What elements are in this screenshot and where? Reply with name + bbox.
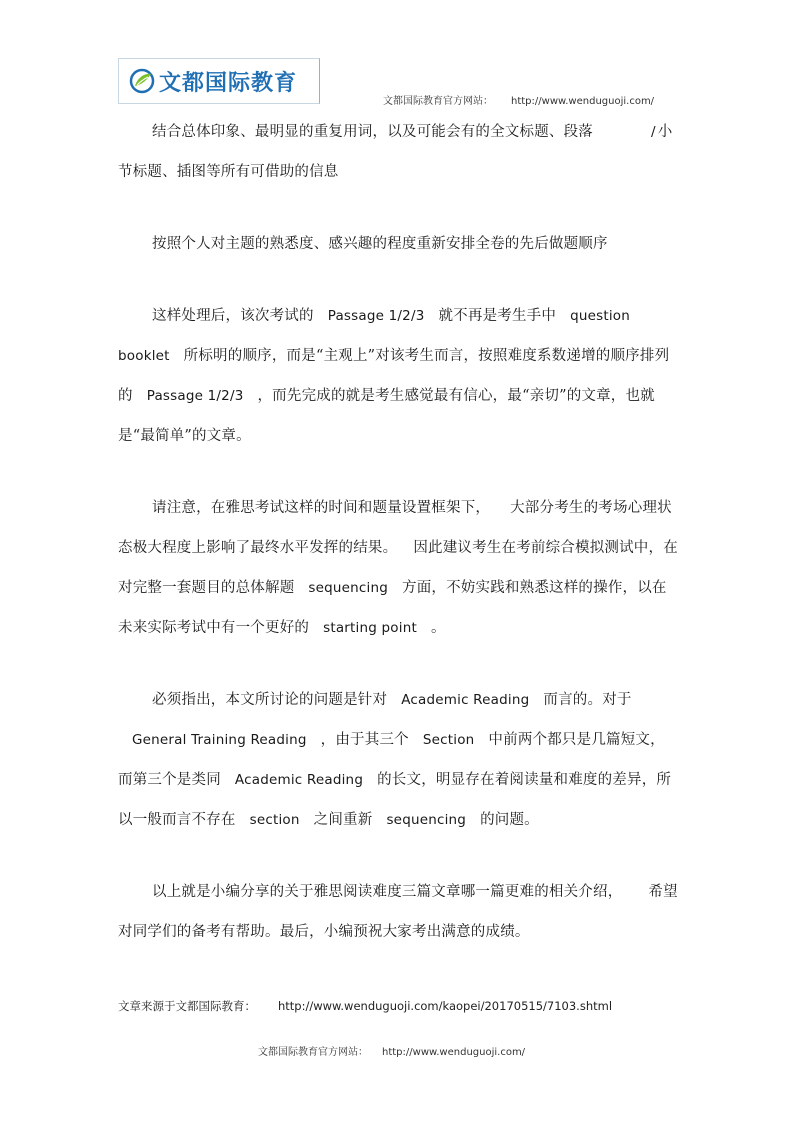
footer-site-label: 文都国际教育官方网站： (258, 1047, 368, 1058)
text-run: 中前两个都只是几篇短文，而第三个是类同 (118, 732, 665, 788)
logo-text: 文都国际教育 (159, 70, 298, 96)
term-general-training-reading: General Training Reading (132, 732, 307, 748)
article-body (118, 112, 678, 952)
term-academic-reading: Academic Reading (234, 772, 364, 788)
paragraph-6 (118, 872, 678, 952)
text-run: 因此建议考生在考前综合模拟测试中，在对完整一套题目的总体解题 (118, 540, 678, 596)
term-passage: Passage 1/2/3 (327, 308, 425, 324)
paragraph-1 (118, 112, 678, 192)
header-site-label: 文都国际教育官方网站： (383, 96, 493, 107)
term-sequencing: sequencing (308, 580, 389, 596)
term-passage: Passage 1/2/3 (146, 388, 244, 404)
text-run: 的问题。 (480, 812, 539, 828)
term-section: Section (422, 732, 475, 748)
logo-leaf-icon (129, 68, 155, 94)
text-run: 而言的。对于 (543, 692, 632, 708)
text-run: ，而先完成的就是考生感觉最有信心，最“亲切”的文章，也就是“最简单”的文章。 (118, 388, 655, 444)
text-run: 结合总体印象、最明显的重复用词，以及可能会有的全文标题、段落 (152, 124, 593, 140)
paragraph-3 (118, 296, 678, 456)
text-run: 必须指出，本文所讨论的问题是针对 (152, 692, 388, 708)
term-question-booklet: question booklet (118, 308, 631, 364)
paragraph-2 (118, 224, 678, 264)
term-starting-point: starting point (323, 620, 417, 636)
paragraph-5 (118, 680, 678, 840)
article-source (118, 998, 612, 1014)
text-run: 之间重新 (313, 812, 373, 828)
text-run: 这样处理后，该次考试的 (152, 308, 314, 324)
source-label: 文章来源于文都国际教育： (118, 999, 256, 1013)
text-run: 方面，不妨实践和熟悉这样的操作，以在未来实际考试中有一个更好的 (118, 580, 667, 636)
text-run: 按照个人对主题的熟悉度、感兴趣的程度重新安排全卷的先后做题顺序 (152, 236, 608, 252)
text-run: / (651, 124, 656, 140)
header-site-url[interactable]: http://www.wenduguoji.com/ (511, 96, 655, 107)
text-run: 所标明的顺序，而是“主观上”对该考生而言，按照难度系数递增的顺序排列的 (118, 348, 670, 404)
page-header (118, 58, 678, 106)
text-run: ，由于其三个 (320, 732, 409, 748)
term-section: section (249, 812, 300, 828)
text-run: 大部分考生的考场心理状态极大程度上影响了最终水平发挥的结果。 (118, 500, 672, 556)
text-run: 就不再是考生手中 (438, 308, 557, 324)
text-run: 的长文，明显存在着阅读量和难度的差异，所以一般而言不存在 (118, 772, 672, 828)
logo (118, 58, 320, 104)
term-academic-reading: Academic Reading (401, 692, 530, 708)
header-site-info (383, 92, 654, 107)
text-run: 以上就是小编分享的关于雅思阅读难度三篇文章哪一篇更难的相关介绍， (152, 884, 623, 900)
text-run: 。 (430, 620, 446, 636)
paragraph-4 (118, 488, 678, 648)
footer-site-url[interactable]: http://www.wenduguoji.com/ (382, 1047, 526, 1058)
text-run: 请注意，在雅思考试这样的时间和题量设置框架下， (152, 500, 491, 516)
page-footer (258, 1043, 525, 1058)
source-url[interactable]: http://www.wenduguoji.com/kaopei/20170515/7103.shtml (278, 999, 613, 1013)
term-sequencing: sequencing (386, 812, 467, 828)
text-run: 希望对同学们的备考有帮助。最后，小编预祝大家考出满意的成绩。 (118, 884, 678, 940)
text-run: 小节标题、插图等所有可借助的信息 (118, 124, 673, 180)
